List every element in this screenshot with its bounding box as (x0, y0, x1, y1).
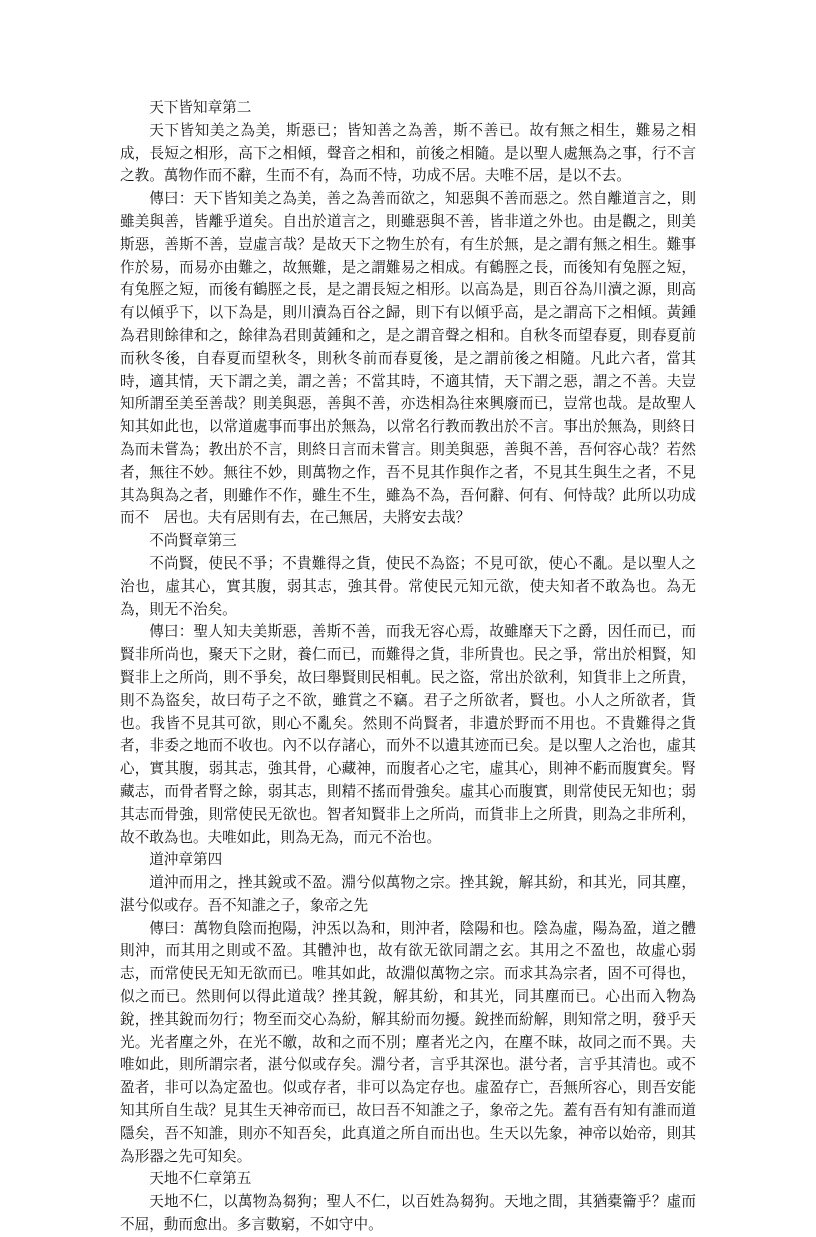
document-page (120, 97, 696, 1237)
commentary-paragraph: 傳曰：天下皆知美之為美，善之為善而欲之，知惡與不善而惡之。然自離道言之，則雖美與善，皆離乎道矣。自出於道言之，則雖惡與不善，皆非道之外也。由是觀之，則美斯惡，善斯不善，豈虛言哉？是故天下之物生於有，有生於無，是之謂有無之相生。難事作於易，而易亦由難之，故無難，是之謂難易之相成。有鶴脛之長，而後知有兔脛之短，有兔脛之短，而後有鶴脛之長，是之謂長短之相形。以高為是，則百谷為川瀆之源，則高有以傾乎下，以下為是，則川瀆為百谷之歸，則下有以傾乎高，是之謂高下之相傾。黃鍾為君則餘律和之，餘律為君則黃鍾和之，是之謂音聲之相和。自秋冬而望春夏，則春夏前而秋冬後，自春夏而望秋冬，則秋冬前而春夏後，是之謂前後之相隨。凡此六者，當其時，適其情，天下謂之美，謂之善；不當其時，不適其情，天下謂之惡，謂之不善。夫豈知所謂至美至善哉？則美與惡，善與不善，亦迭相為往來興廢而已，豈常也哉。是故聖人知其如此也，以常道處事而事出於無為，以常名行教而教出於不言。事出於無為，則終日為而未嘗為；教出於不言，則終日言而未嘗言。則美與惡，善與不善，吾何容心哉？若然者，無往不妙。無往不妙，則萬物之作，吾不見其作與作之者，不見其生與生之者，不見其為與為之者，則雖作不作，雖生不生，雖為不為，吾何辭、何有、何恃哉？此所以功成而不 居也。夫有居則有去，在己無居，夫將安去哉？ (120, 190, 696, 527)
chapter-text: 天下皆知美之為美，斯惡已；皆知善之為善，斯不善已。故有無之相生，難易之相成，長短之相形，高下之相傾，聲音之相和，前後之相隨。是以聖人處無為之事，行不言之教。萬物作而不辭，生而不有，為而不恃，功成不居。夫唯不居，是以不去。 (120, 121, 696, 185)
chapter-title: 道沖章第四 (149, 851, 223, 869)
chapter-text: 天地不仁，以萬物為芻狗；聖人不仁，以百姓為芻狗。天地之間，其猶橐籥乎？虛而不屈，動而愈出。多言數窮，不如守中。 (120, 1193, 696, 1234)
chapter-text: 道沖而用之，挫其銳或不盈。淵兮似萬物之宗。挫其銳，解其紛，和其光，同其塵，湛兮似或存。吾不知誰之子，象帝之先 (120, 874, 696, 914)
chapter-title: 天地不仁章第五 (149, 1170, 252, 1188)
chapter-text: 不尚賢，使民不爭；不貴難得之貨，使民不為盜；不見可欲，使心不亂。是以聖人之治也，虛其心，實其腹，弱其志，強其骨。常使民元知元欲，使夫知者不敢為也。為无為，則无不治矣。 (120, 554, 696, 618)
commentary-paragraph: 傳曰：聖人知夫美斯惡，善斯不善，而我无容心焉，故雖靡天下之爵，因任而已，而賢非所尚也，聚天下之財，養仁而已，而難得之貨，非所貴也。民之爭，常出於相賢，知賢非上之所尚，則不爭矣，故曰舉賢則民相軋。民之盜，常出於欲利，知貨非上之所貴，則不為盜矣，故曰苟子之不欲，雖賞之不竊。君子之所欲者，賢也。小人之所欲者，貨也。我皆不見其可欲，則心不亂矣。然則不尚賢者，非遺於野而不用也。不貴難得之貨者，非委之地而不收也。內不以存諸心，而外不以遺其迹而已矣。是以聖人之治也，虛其心，實其腹，弱其志，強其骨，心藏神，而腹者心之宅，虛其心，則神不虧而腹實矣。腎藏志，而骨者腎之餘，弱其志，則精不搖而骨強矣。虛其心而腹實，則常使民无知也；弱其志而骨強，則常使民无欲也。智者知賢非上之所尚，而貨非上之所貴，則為之非所利，故不敢為也。夫唯如此，則為无為，而元不治也。 (120, 623, 696, 846)
commentary-paragraph: 傳曰：萬物負陰而抱陽，沖炁以為和，則沖者，陰陽和也。陰為虛，陽為盈，道之體則沖，而其用之則或不盈。其體沖也，故有欲无欲同謂之玄。其用之不盈也，故虛心弱志，而常使民无知无欲而已。唯其如此，故淵似萬物之宗。而求其為宗者，固不可得也，似之而已。然則何以得此道哉？挫其銳，解其紛，和其光，同其塵而已。心出而入物為銳，挫其銳而勿行；物至而交心為紛，解其紛而勿擾。銳挫而紛解，則知常之明，發乎天光。光者塵之外，在光不皦，故和之而不別；塵者光之內，在塵不昧，故同之而不異。夫唯如此，則所謂宗者，湛兮似或存矣。淵兮者，言乎其深也。湛兮者，言乎其清也。或不盈者，非可以為定盈也。似或存者，非可以為定存也。虛盈存亡，吾無所容心，則吾安能知其所自生哉？見其生天神帝而已，故曰吾不知誰之子，象帝之先。蓋有吾有知有誰而道隱矣，吾不知誰，則亦不知吾矣，此真道之所自而出也。生天以先象，神帝以始帝，則其為形器之先可知矣。 (120, 919, 696, 1165)
chapter-title: 天下皆知章第二 (149, 99, 252, 116)
chapter-title: 不尚賢章第三 (149, 532, 237, 550)
